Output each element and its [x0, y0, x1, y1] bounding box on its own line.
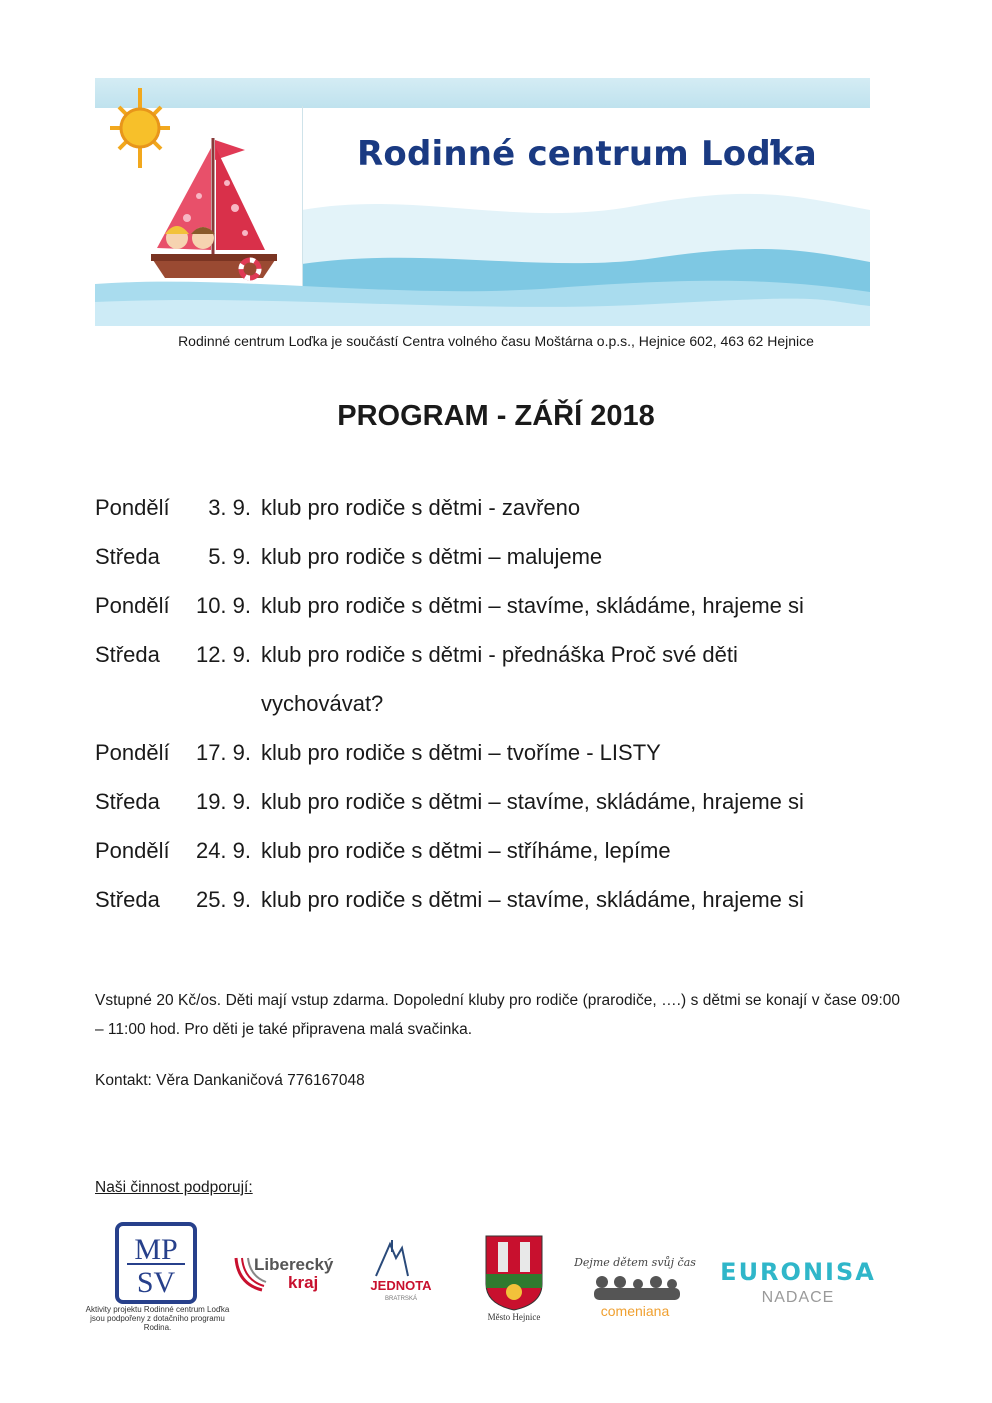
schedule-description: klub pro rodiče s dětmi - přednáška Proč své děti	[261, 642, 738, 667]
svg-text:Město Hejnice: Město Hejnice	[487, 1312, 541, 1322]
page-title: Rodinné centrum Loďka	[357, 134, 817, 174]
schedule-date: 12. 9.	[195, 642, 251, 667]
schedule-description: klub pro rodiče s dětmi – stavíme, skládáme, hrajeme si	[261, 887, 804, 912]
schedule-day: Pondělí	[95, 740, 170, 765]
organization-address: Rodinné centrum Loďka je součástí Centra volného času Moštárna o.p.s., Hejnice 602, 463 62 Hejnice	[178, 333, 814, 349]
schedule-date: 5. 9.	[208, 544, 251, 569]
schedule-row-continuation	[95, 686, 895, 735]
schedule-day: Pondělí	[95, 593, 170, 618]
schedule-row	[95, 784, 895, 833]
schedule-date: 24. 9.	[195, 838, 251, 863]
schedule-description-continued: vychovávat?	[261, 691, 384, 716]
svg-text:kraj: kraj	[288, 1273, 319, 1292]
mpsv-logo	[115, 1222, 197, 1304]
schedule-date: 17. 9.	[195, 740, 251, 765]
contact-info: Kontakt: Věra Dankaničová 776167048	[95, 1072, 365, 1089]
svg-text:Dejme dětem svůj čas: Dejme dětem svůj čas	[574, 1256, 696, 1269]
jednota-bratrska-logo	[362, 1238, 440, 1308]
schedule-date: 25. 9.	[195, 887, 251, 912]
schedule-day: Pondělí	[95, 838, 170, 863]
mesto-hejnice-logo	[478, 1232, 550, 1322]
schedule-row	[95, 882, 895, 931]
schedule-day: Středa	[95, 544, 160, 569]
schedule-date: 19. 9.	[195, 789, 251, 814]
euronisa-nadace-logo	[712, 1254, 884, 1308]
schedule-row	[95, 833, 895, 882]
schedule-list	[95, 490, 895, 931]
liberecky-kraj-logo	[232, 1250, 342, 1295]
admission-info: Vstupné 20 Kč/os. Děti mají vstup zdarma. Dopolední kluby pro rodiče (prarodiče, ….) s dětmi se konají v čase 09:00 – 11:00 hod. Pro děti je také připravena malá svačinka.	[95, 992, 900, 1038]
svg-text:SV: SV	[136, 1266, 176, 1299]
schedule-description: klub pro rodiče s dětmi – stavíme, skládáme, hrajeme si	[261, 593, 804, 618]
svg-text:Liberecký: Liberecký	[254, 1255, 334, 1274]
svg-text:EURONISA: EURONISA	[720, 1258, 876, 1286]
sailboat-illustration	[95, 78, 305, 326]
schedule-description: klub pro rodiče s dětmi - zavřeno	[261, 495, 581, 520]
schedule-date: 3. 9.	[208, 495, 251, 520]
sun-icon	[110, 88, 170, 168]
svg-text:BRATRSKÁ: BRATRSKÁ	[385, 1296, 417, 1302]
schedule-day: Středa	[95, 642, 160, 667]
schedule-row	[95, 588, 895, 637]
schedule-row	[95, 539, 895, 588]
mpsv-caption: Aktivity projektu Rodinné centrum Loďka jsou podpořeny z dotačního programu Rodina.	[85, 1305, 230, 1332]
schedule-day: Středa	[95, 887, 160, 912]
schedule-description: klub pro rodiče s dětmi – malujeme	[261, 544, 603, 569]
schedule-date: 10. 9.	[195, 593, 251, 618]
schedule-day: Středa	[95, 789, 160, 814]
schedule-row	[95, 637, 895, 686]
schedule-row	[95, 735, 895, 784]
schedule-description: klub pro rodiče s dětmi – stříháme, lepíme	[261, 838, 671, 863]
svg-text:JEDNOTA: JEDNOTA	[370, 1278, 432, 1293]
schedule-description: klub pro rodiče s dětmi – tvoříme - LISTY	[261, 740, 661, 765]
svg-text:MP: MP	[134, 1233, 178, 1266]
svg-text:NADACE: NADACE	[761, 1289, 835, 1306]
supporters-heading: Naši činnost podporují:	[95, 1179, 253, 1196]
schedule-row	[95, 490, 895, 539]
comeniana-logo	[574, 1252, 696, 1322]
svg-text:comeniana: comeniana	[600, 1303, 670, 1319]
program-heading: PROGRAM - ZÁŘÍ 2018	[337, 400, 655, 432]
schedule-description: klub pro rodiče s dětmi – stavíme, skládáme, hrajeme si	[261, 789, 804, 814]
header-banner	[95, 78, 870, 326]
schedule-day: Pondělí	[95, 495, 170, 520]
